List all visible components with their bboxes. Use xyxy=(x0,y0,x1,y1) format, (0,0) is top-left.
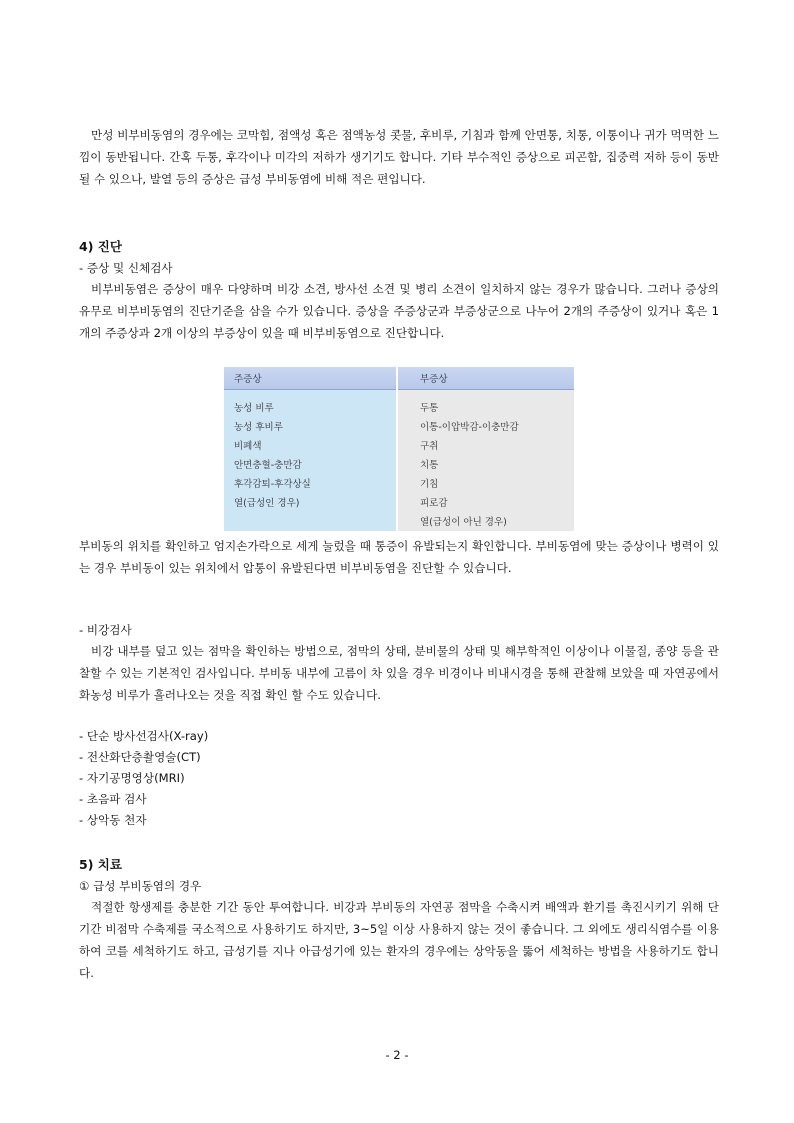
list-item: - 단순 방사선검사(X-ray) xyxy=(79,729,209,743)
section-5-subheading-acute: ① 급성 부비동염의 경우 xyxy=(79,879,202,893)
table-row xyxy=(224,397,574,416)
nasal-exam-paragraph: 비강 내부를 덮고 있는 점막을 확인하는 방법으로, 점막의 상태, 분비물의 상태 및 해부학적인 이상이나 이물질, 종양 등을 관찰할 수 있는 기본적인 검사입니다. 부비동 내부에 고름이 차 있을 경우 비경이나 비내시경을 통해 관찰해 보았을 때 자연공에서 화농성 비루가 흘러나오는 것을 직접 확인 할 수도 있습니다. xyxy=(79,644,719,702)
minor-symptom: 기침 xyxy=(397,474,574,493)
minor-symptom: 열(급성이 아닌 경우) xyxy=(397,512,574,531)
list-item: - 자기공명영상(MRI) xyxy=(79,771,185,785)
minor-symptom: 치통 xyxy=(397,454,574,473)
major-symptom: 농성 비루 xyxy=(224,397,397,416)
table-header-minor: 부증상 xyxy=(397,367,574,390)
section-4-subheading-nasal-exam: - 비강검사 xyxy=(79,623,132,637)
imaging-test-list xyxy=(79,726,208,831)
table-row xyxy=(224,454,574,473)
major-symptom: 후각감퇴-후각상실 xyxy=(224,474,397,493)
table-row xyxy=(224,416,574,435)
symptom-table xyxy=(224,367,574,531)
treatment-paragraph: 적절한 항생제를 충분한 기간 동안 투여합니다. 비강과 부비동의 자연공 점막을 수축시켜 배액과 환기를 촉진시키기 위해 단기간 비점막 수축제를 국소적으로 사용하기도 하지만, 3~5일 이상 사용하지 않는 것이 좋습니다. 그 외에도 생리식염수를 이용하여 코를 세척하기도 하고, 급성기를 지나 아급성기에 있는 환자의 경우에는 상악동을 뚫어 세척하는 방법을 사용하기도 합니다. xyxy=(79,900,719,980)
list-item: - 상악동 천자 xyxy=(79,813,147,827)
major-symptom: 농성 후비루 xyxy=(224,416,397,435)
tenderness-paragraph: 부비동의 위치를 확인하고 엄지손가락으로 세게 눌렀을 때 통증이 유발되는지 확인합니다. 부비동염에 맞는 증상이나 병력이 있는 경우 부비동이 있는 위치에서 압통이 유발된다면 비부비동염을 진단할 수 있습니다. xyxy=(79,539,719,575)
section-4-subheading-symptoms: - 증상 및 신체검사 xyxy=(79,261,173,275)
diagnosis-paragraph: 비부비동염은 증상이 매우 다양하며 비강 소견, 방사선 소견 및 병리 소견이 일치하지 않는 경우가 많습니다. 그러나 증상의 유무로 비부비동염의 진단기준을 삼을 수가 있습니다. 증상을 주증상군과 부증상군으로 나누어 2개의 주증상이 있거나 혹은 1개의 주증상과 2개 이상의 부증상이 있을 때 비부비동염으로 진단합니다. xyxy=(79,282,719,340)
table-row xyxy=(224,474,574,493)
major-symptom xyxy=(224,512,397,531)
major-symptom: 열(급성인 경우) xyxy=(224,493,397,512)
section-4-heading: 4) 진단 xyxy=(79,239,122,254)
major-symptom: 안면충혈-충만감 xyxy=(224,454,397,473)
list-item: - 전산화단층촬영술(CT) xyxy=(79,750,201,764)
minor-symptom: 피로감 xyxy=(397,493,574,512)
table-header-major: 주증상 xyxy=(224,367,397,390)
list-item: - 초음파 검사 xyxy=(79,792,147,806)
table-row xyxy=(224,435,574,454)
table-row xyxy=(224,512,574,531)
table-row xyxy=(224,493,574,512)
minor-symptom: 두통 xyxy=(397,397,574,416)
section-5-heading: 5) 치료 xyxy=(79,857,122,872)
intro-paragraph: 만성 비부비동염의 경우에는 코막힘, 점액성 혹은 점액농성 콧물, 후비루, 기침과 함께 안면통, 치통, 이통이나 귀가 먹먹한 느낌이 동반됩니다. 간혹 두통, 후각이나 미각의 저하가 생기기도 합니다. 기타 부수적인 증상으로 피곤함, 집중력 저하 등이 동반 될 수 있으나, 발열 등의 증상은 급성 부비동염에 비해 적은 편입니다. xyxy=(79,128,719,186)
major-symptom: 비폐색 xyxy=(224,435,397,454)
page-number: - 2 - xyxy=(385,1048,409,1062)
minor-symptom: 구취 xyxy=(397,435,574,454)
minor-symptom: 이통-이압박감-이충만감 xyxy=(397,416,574,435)
